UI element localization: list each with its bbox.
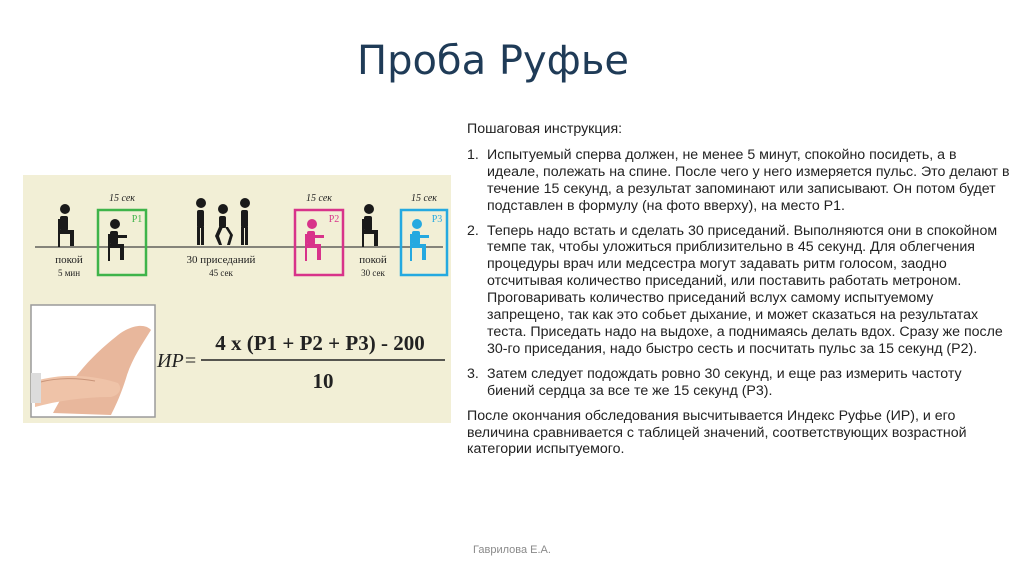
step-item [467,223,1012,358]
squats-label: 30 приседаний [186,254,256,266]
instructions-intro: Пошаговая инструкция: [467,121,623,137]
step-text: Испытуемый сперва должен, не менее 5 минут, спокойно посидеть, а в идеале, полежать на спине. После чего у него измеряется пульс. Это делают в течение 15 секунд, а результат запоминают или записывают. Он потом будет подставлен в формулу (на фото вверху), на место P1. [487,146,1010,214]
seated-person-icon [362,204,378,247]
squat-figures-icon [196,198,250,245]
rest2-label: покой [359,254,387,266]
p1-label: P1 [131,214,143,225]
rest2-duration: 30 сек [361,268,385,278]
step-text: Затем следует подождать ровно 30 секунд, и еще раз измерить частоту биений сердца за все те же 15 секунд (P3). [487,365,962,399]
squats-duration: 45 сек [209,268,233,278]
step-text: Теперь надо встать и сделать 30 приседаний. Выполняются они в спокойном темпе так, чтобы уложиться приблизительно в 45 секунд. Для облегчения процедуры врач или медсестра могут задавать ритм голосом, заодно отсчитывая количество приседаний, или поставить работать метроном. Проговаривать количество приседаний вслух самому испытуемому запрещено, так как это собьет дыхание, и может сказаться на результатах теста. Приседать надо на выдохе, а поднимаясь делать вдох. Сразу же после 30-го приседания, надо быстро сесть и посчитать пульс за 15 секунд (P2). [487,222,1003,357]
formula-denominator: 10 [312,369,334,393]
p2-label: P2 [328,214,340,225]
slide-footer: Гаврилова Е.А. [473,544,551,556]
pulse-measuring-person-icon [410,219,429,261]
rest-label: покой [55,254,83,266]
ruffier-test-illustration [23,175,451,423]
instructions-column [467,121,1012,458]
pulse-measuring-person-icon [108,219,127,261]
illustration-svg [23,175,451,423]
conclusion-text: После окончания обследования высчитывается Индекс Руфье (ИР), и его величина сравнивается с таблицей значений, соответствующих возрастной категории испытуемого. [467,407,967,458]
step-number: 2. [467,222,479,239]
p3-label: P3 [431,214,443,225]
p3-duration: 15 сек [411,193,437,204]
step-number: 1. [467,146,479,163]
pulse-measuring-person-icon [305,219,324,261]
step-item [467,366,1012,400]
seated-person-icon [58,204,74,247]
step-number: 3. [467,365,479,382]
step-item [467,147,1012,215]
instructions-steps [467,147,1012,400]
p1-duration: 15 сек [109,193,135,204]
pulse-photo [31,305,155,417]
p2-duration: 15 сек [306,193,332,204]
slide-title: Проба Руфье [356,38,629,84]
formula-lhs: ИР= [157,350,198,372]
formula-numerator: 4 x (P1 + P2 + P3) - 200 [215,331,425,355]
rest-duration: 5 мин [57,268,81,278]
